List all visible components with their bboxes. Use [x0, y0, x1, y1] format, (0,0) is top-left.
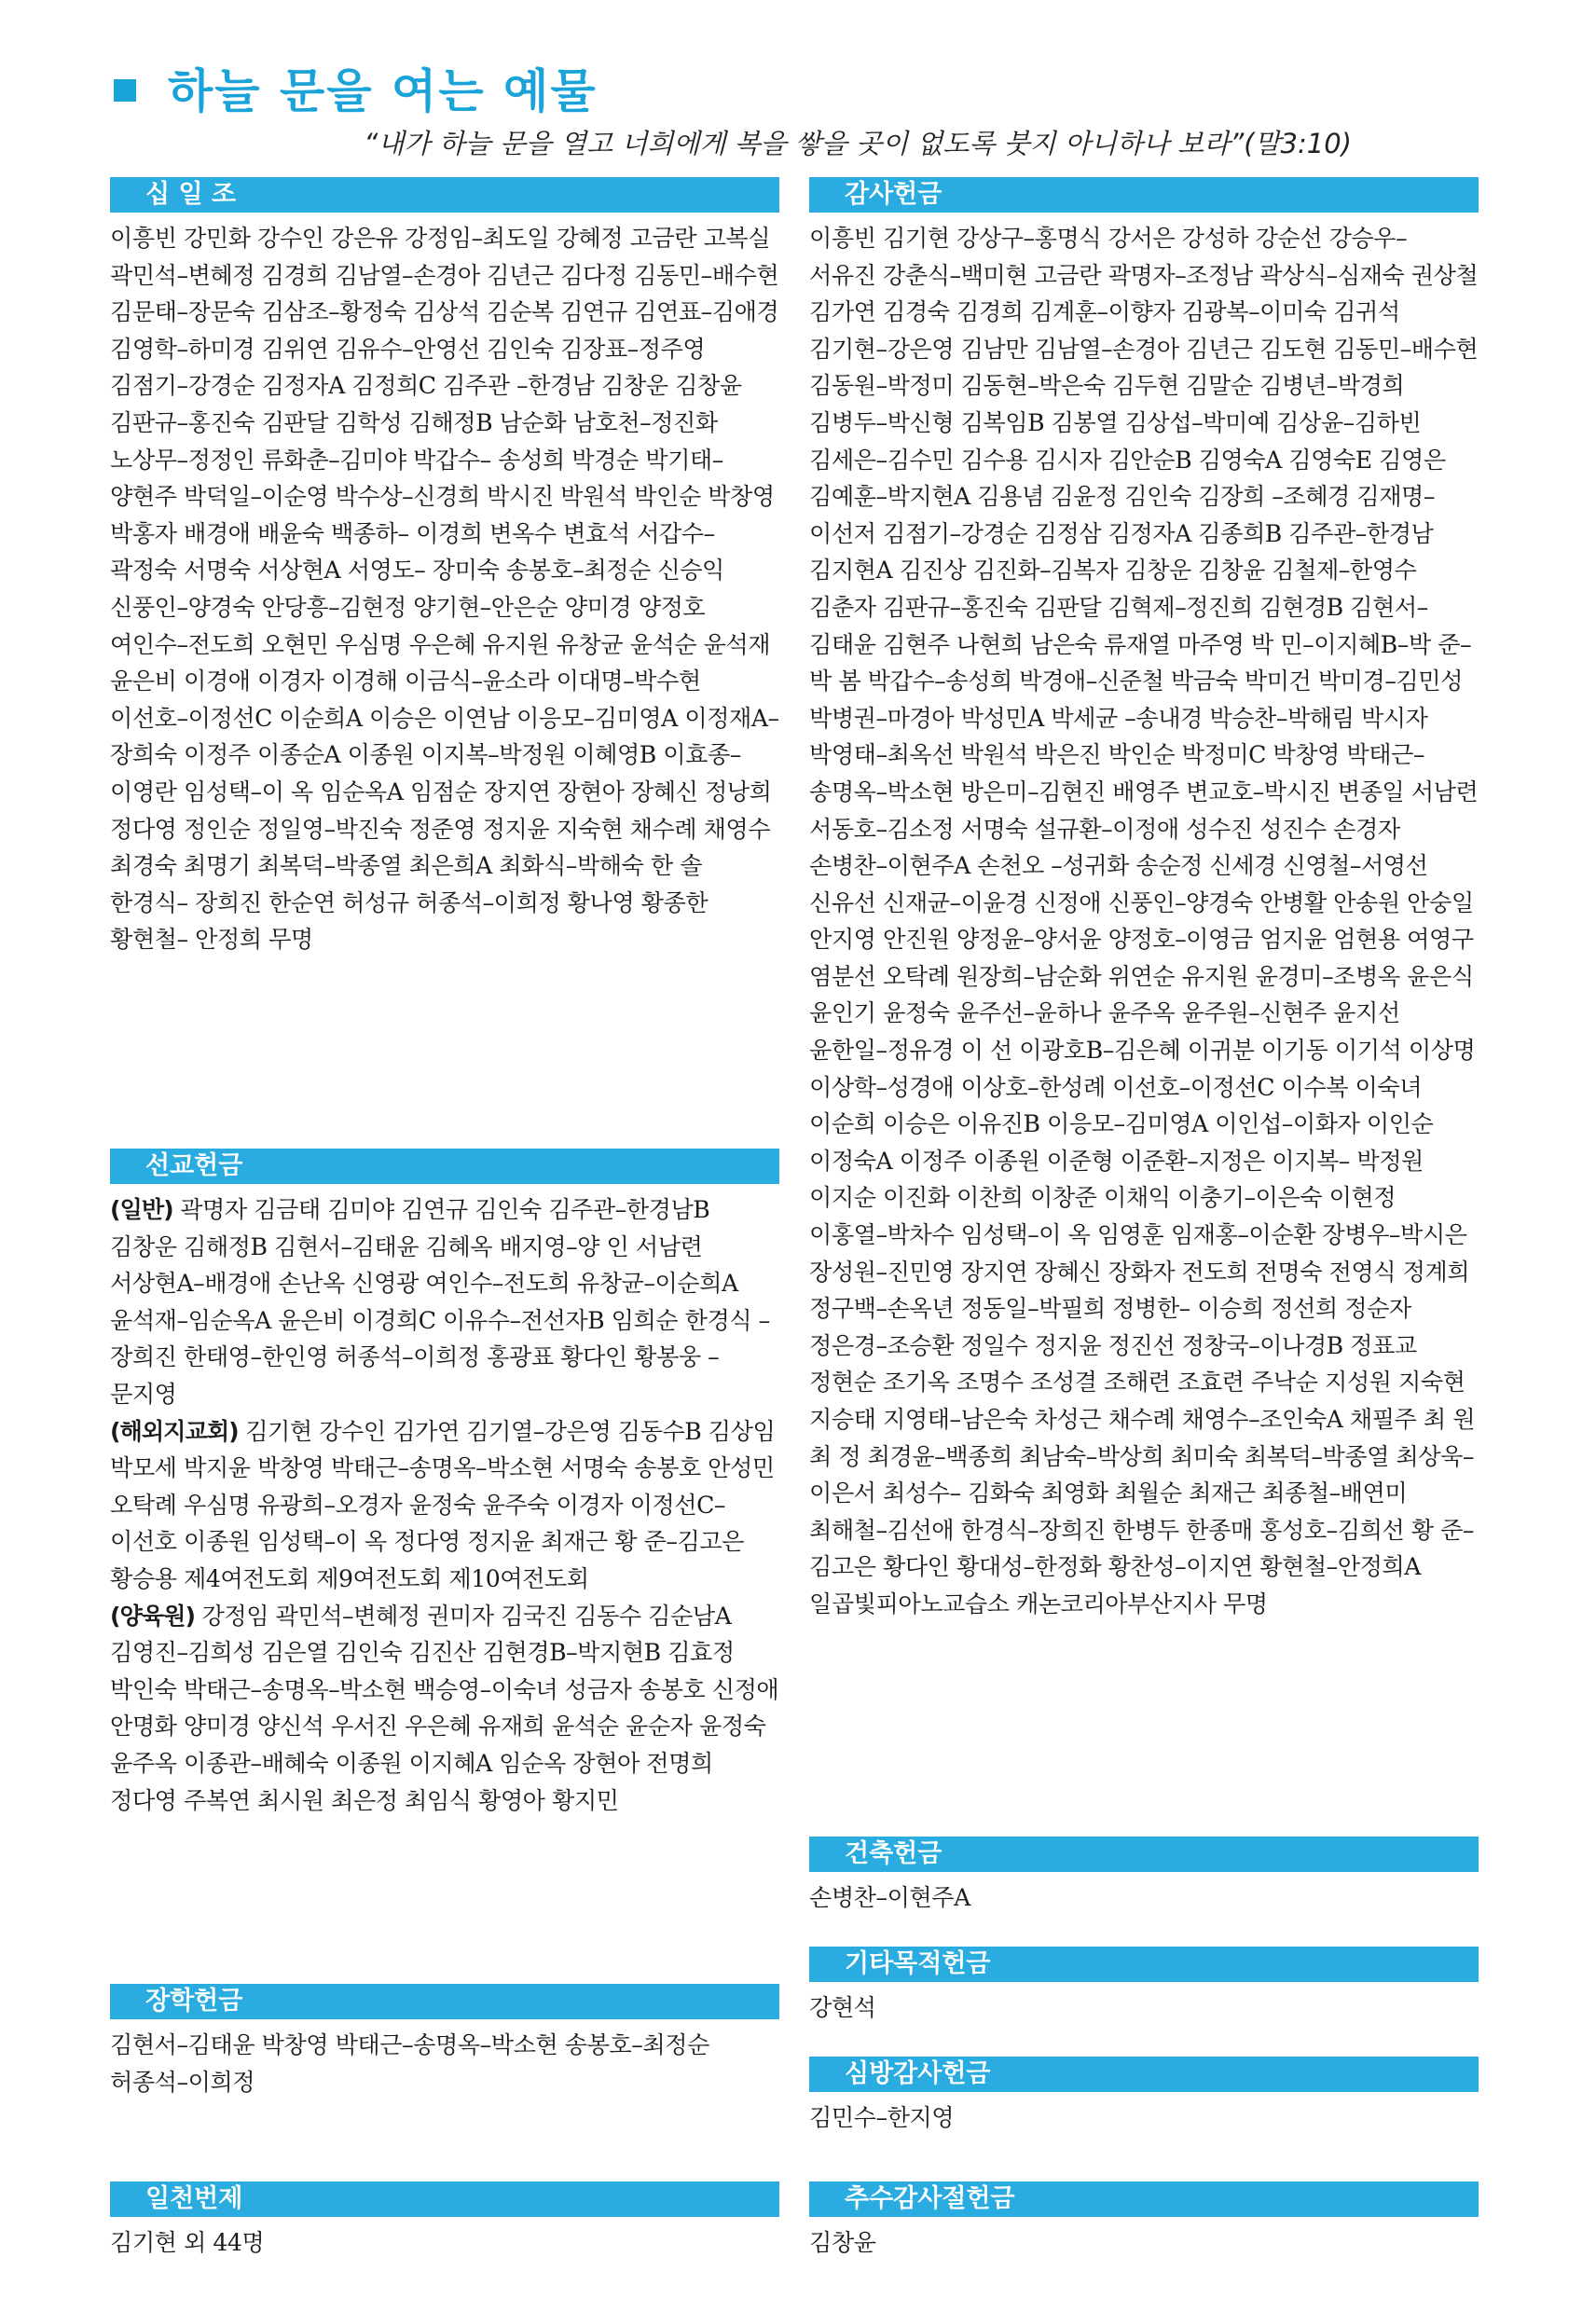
section-header-thousand: 일천번제: [110, 2181, 779, 2217]
mission-overseas-names: 김기현 강수인 김가연 김기열–강은영 김동수B 김상임 박모세 박지윤 박창영 박태근–송명옥–박소현 서명숙 송봉호 안성민 오탁례 우심명 유광희–오경자 윤정숙 윤주숙 이경자 이정선C–이선호 이종원 임성택–이 옥 정다영 정지윤 최재근 황 준–김고은 황승용 제4여전도회 제9여전도회 제10여전도회: [110, 1417, 776, 1592]
section-header-other: 기타목적헌금: [809, 1947, 1479, 1982]
section-header-visit: 심방감사헌금: [809, 2057, 1479, 2092]
section-harvest: [809, 2181, 1479, 2262]
section-header-mission: 선교헌금: [110, 1149, 779, 1184]
title-square-icon: [114, 79, 136, 102]
tithe-donor-list: 이흥빈 강민화 강수인 강은유 강정임–최도일 강혜정 고금란 고복실 곽민석–변혜정 김경희 김남열–손경아 김년근 김다정 김동민–배수현 김문태–장문숙 김삼조–황정숙 김상석 김순복 김연규 김연표–김애경 김영학–하미경 김위연 김유수–안영선 김인숙 김장표–정주영 김점기–강경순 김정자A 김정희C 김주관 –한경남 김창운 김창윤 김판규–홍진숙 김판달 김학성 김해정B 남순화 남호천–정진화 노상무–정정인 류화춘–김미야 박갑수– 송성희 박경순 박기태–양현주 박덕일–이순영 박수상–신경희 박시진 박원석 박인순 박창영 박홍자 배경애 배윤숙 백종하– 이경희 변옥수 변효석 서갑수–곽정숙 서명숙 서상현A 서영도– 장미숙 송봉호–최정순 신승익 신풍인–양경숙 안당흥–김현정 양기현–안은순 양미경 양정호 여인수–전도희 오현민 우심명 우은혜 유지원 유창균 윤석순 윤석재 윤은비 이경애 이경자 이경해 이금식–윤소라 이대명–박수현 이선호–이정선C 이순희A 이승은 이연남 이응모–김미영A 이정재A–장희숙 이정주 이종순A 이종원 이지복–박정원 이혜영B 이효종–이영란 임성택–이 옥 임순옥A 임점순 장지연 장현아 장혜신 정낭희 정다영 정인순 정일영–박진숙 정준영 정지윤 지숙현 채수례 채영수 최경숙 최명기 최복덕–박종열 최은희A 최화식–박해숙 한 솔 한경식– 장희진 한순연 허성규 허종석–이희정 황나영 황종한 황현철– 안정희 무명: [110, 225, 779, 954]
mission-general-tag: (일반): [110, 1196, 173, 1223]
mission-donor-list: [110, 1191, 779, 1819]
thousand-donor-list: 김기현 외 44명: [110, 2229, 265, 2256]
bible-verse: “내가 하늘 문을 열고 너희에게 복을 쌓을 곳이 없도록 붓지 아니하나 보라”(말3:10): [364, 128, 1352, 159]
page-title-row: [114, 58, 598, 117]
page-title: 하늘 문을 여는 예물: [168, 64, 598, 118]
mission-overseas-paragraph: [110, 1413, 779, 1598]
mission-nursing-names: 강정임 곽민석–변혜정 권미자 김국진 김동수 김순남A 김영진–김희성 김은열 김인숙 김진산 김현경B–박지현B 김효정 박인숙 박태근–송명옥–박소현 백승영–이숙녀 성금자 송봉호 신정애 안명화 양미경 양신석 우서진 우은혜 유재희 윤석순 윤순자 윤정숙 윤주옥 이종관–배혜숙 이종원 이지혜A 임순옥 장현아 전명희 정다영 주복연 최시원 최은정 최임식 황영아 황지민: [110, 1602, 779, 1814]
section-tithe: [110, 177, 779, 958]
visit-donor-list: 김민수–한지영: [809, 2104, 955, 2131]
section-mission: [110, 1149, 779, 1819]
section-scholarship: [110, 1984, 779, 2100]
mission-overseas-tag: (해외지교회): [110, 1417, 239, 1445]
mission-general-names: 곽명자 김금태 김미야 김연규 김인숙 김주관–한경남B 김창운 김해정B 김현서–김태윤 김혜옥 배지영–양 인 서남련 서상현A–배경애 손난옥 신영광 여인수–전도희 유창균–이순희A 윤석재–임순옥A 윤은비 이경희C 이유수–전선자B 임희순 한경식 –장희진 한태영–한인영 허종석–이희정 홍광표 황다인 황봉웅 –문지영: [110, 1196, 770, 1408]
section-header-harvest: 추수감사절헌금: [809, 2181, 1479, 2217]
scholarship-donor-list: 김현서–김태윤 박창영 박태근–송명옥–박소현 송봉호–최정순 허종석–이희정: [110, 2031, 709, 2096]
section-thousand: [110, 2181, 779, 2262]
thanks-donor-list: 이흥빈 김기현 강상구–홍명식 강서은 강성하 강순선 강승우– 서유진 강춘식–백미현 고금란 곽명자–조정남 곽상식–심재숙 권상철 김가연 김경숙 김경희 김계훈–이향자 김광복–이미숙 김귀석 김기현–강은영 김남만 김남열–손경아 김년근 김도현 김동민–배수현 김동원–박정미 김동현–박은숙 김두현 김말순 김병년–박경희 김병두–박신형 김복임B 김봉열 김상섭–박미예 김상윤–김하빈 김세은–김수민 김수용 김시자 김안순B 김영숙A 김영숙E 김영은 김예훈–박지현A 김용념 김윤정 김인숙 김장희 –조혜경 김재명–이선저 김점기–강경순 김정삼 김정자A 김종희B 김주관–한경남 김지현A 김진상 김진화–김복자 김창운 김창윤 김철제–한영수 김춘자 김판규–홍진숙 김판달 김혁제–정진희 김현경B 김현서–김태윤 김현주 나현희 남은숙 류재열 마주영 박 민–이지혜B–박 준–박 봄 박갑수–송성희 박경애–신준철 박금숙 박미건 박미경–김민성 박병권–마경아 박성민A 박세균 –송내경 박승찬–박해림 박시자 박영태–최옥선 박원석 박은진 박인순 박정미C 박창영 박태근–송명옥–박소현 방은미–김현진 배영주 변교호–박시진 변종일 서남련 서동호–김소정 서명숙 설규환–이정애 성수진 성진수 손경자 손병찬–이현주A 손천오 –성귀화 송순정 신세경 신영철–서영선 신유선 신재균–이윤경 신정애 신풍인–양경숙 안병활 안송원 안숭일 안지영 안진원 양정윤–양서윤 양정호–이영금 엄지윤 엄현용 여영구 염분선 오탁례 원장희–남순화 위연순 유지원 윤경미–조병옥 윤은식 윤인기 윤정숙 윤주선–윤하나 윤주옥 윤주원–신현주 윤지선 윤한일–정유경 이 선 이광호B–김은혜 이귀분 이기동 이기석 이상명 이상학–성경애 이상호–한성례 이선호–이정선C 이수복 이숙녀 이순희 이승은 이유진B 이응모–김미영A 이인섭–이화자 이인순 이정숙A 이정주 이종원 이준형 이준환–지정은 이지복– 박정원 이지순 이진화 이찬희 이창준 이채익 이충기–이은숙 이현정 이홍열–박차수 임성택–이 옥 임영훈 임재홍–이순환 장병우–박시은 장성원–진민영 장지연 장혜신 장화자 전도희 전명숙 전영식 정계희 정구백–손옥년 정동일–박필희 정병한– 이승희 정선희 정순자 정은경–조승환 정일수 정지윤 정진선 정창국–이나경B 정표교 정현순 조기옥 조명수 조성결 조해련 조효련 주낙순 지성원 지숙현 지승태 지영태–남은숙 차성근 채수례 채영수–조인숙A 채필주 최 원 최 정 최경윤–백종희 최남숙–박상희 최미숙 최복덕–박종열 최상욱–이은서 최성수– 김화숙 최영화 최월순 최재근 최종철–배연미 최해철–김선애 한경식–장희진 한병두 한종매 홍성호–김희선 황 준–김고은 황다인 황대성–한정화 황찬성–이지연 황현철–안정희A 일곱빛피아노교습소 캐논코리아부산지사 무명: [809, 225, 1479, 1617]
section-building: [809, 1837, 1479, 1917]
harvest-donor-list: 김창윤: [809, 2229, 876, 2256]
section-visit: [809, 2057, 1479, 2137]
mission-nursing-tag: (양육원): [110, 1602, 196, 1630]
other-donor-list: 강현석: [809, 1994, 876, 2021]
section-header-tithe: 십 일 조: [110, 177, 779, 213]
mission-nursing-paragraph: [110, 1598, 779, 1820]
section-header-thanks: 감사헌금: [809, 177, 1479, 213]
section-other: [809, 1947, 1479, 2027]
building-donor-list: 손병찬–이현주A: [809, 1884, 970, 1911]
section-header-scholarship: 장학헌금: [110, 1984, 779, 2019]
section-header-building: 건축헌금: [809, 1837, 1479, 1872]
mission-general-paragraph: [110, 1191, 779, 1413]
section-thanks: [809, 177, 1479, 1623]
